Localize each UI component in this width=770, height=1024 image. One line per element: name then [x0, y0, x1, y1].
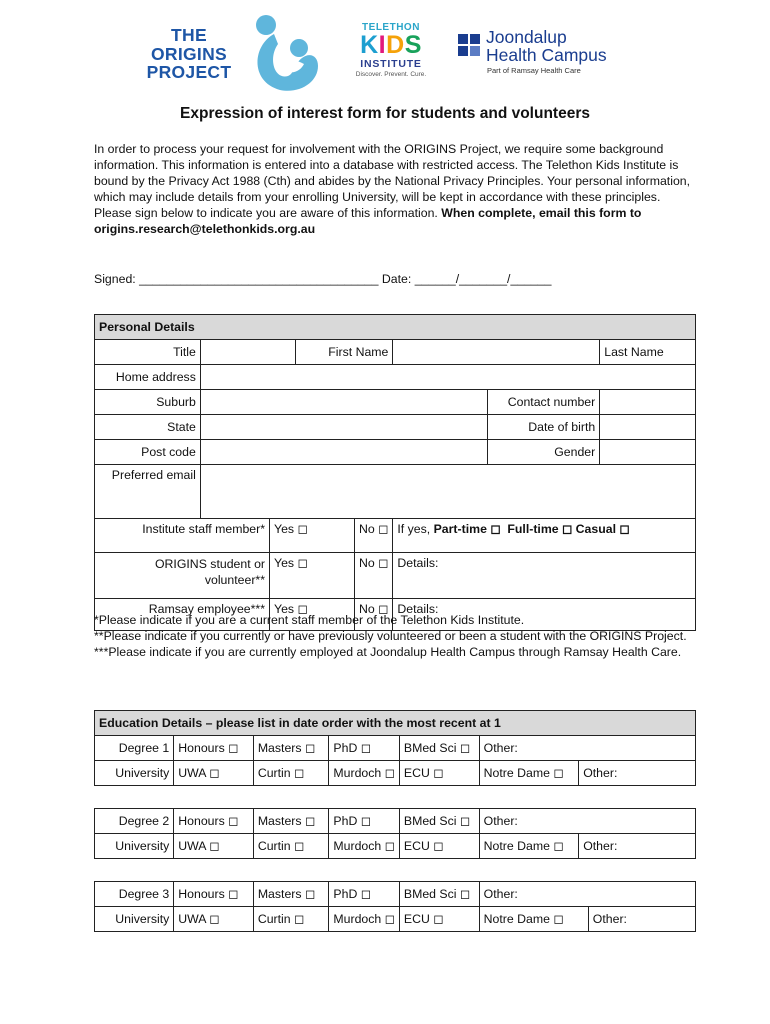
footnote-origins: **Please indicate if you currently or have previously volunteered or been a student with the ORIGINS Project.: [94, 629, 687, 644]
origins-logo-line-2: ORIGINS: [151, 43, 227, 64]
kids-letter-s: S: [404, 31, 422, 59]
other-degree-field[interactable]: Other:: [479, 882, 695, 907]
origins-student-label: ORIGINS student or volunteer**: [95, 553, 270, 599]
university-label: University: [95, 907, 174, 932]
preferred-email-field[interactable]: [200, 465, 695, 519]
casual-checkbox[interactable]: Casual ◻: [575, 522, 630, 536]
origins-project-logo-text: [140, 26, 238, 82]
intro-text: In order to process your request for involvement with the ORIGINS Project, we require some background information. This information is entered into a database with restricted access. The Telethon Kids Institute is bound by the Privacy Act 1988 (Cth) and abides by the National Privacy Principles. Your personal information, which may include details from your enrolling University, will be kept in accordance with these principles. Please sign below to indicate you are aware of this information.: [94, 142, 691, 221]
education-table-1: [94, 710, 696, 786]
telethon-tagline: Discover. Prevent. Cure.: [355, 71, 427, 78]
suburb-label: Suburb: [95, 390, 201, 415]
staff-member-label: Institute staff member*: [95, 519, 270, 553]
joondalup-squares-icon: [458, 34, 480, 56]
state-field[interactable]: [200, 415, 488, 440]
if-yes-label: If yes,: [397, 522, 434, 536]
university-label: University: [95, 834, 174, 859]
origins-logo-line-1: THE: [171, 25, 207, 45]
first-name-label: First Name: [295, 340, 393, 365]
footnote-ramsay: ***Please indicate if you are currently employed at Joondalup Health Campus through Ramsay Health Care.: [94, 645, 682, 660]
origins-mother-child-icon: [244, 12, 326, 94]
masters-checkbox[interactable]: Masters ◻: [253, 736, 329, 761]
page-title: Expression of interest form for students and volunteers: [180, 105, 590, 122]
intro-email-instruction: When complete, email this form to origins.research@telethonkids.org.au: [94, 206, 642, 237]
curtin-checkbox[interactable]: Curtin ◻: [253, 761, 329, 786]
footnotes: [94, 612, 694, 661]
ecu-checkbox[interactable]: ECU ◻: [399, 761, 479, 786]
kids-letter-i: I: [378, 31, 387, 59]
bmedsci-checkbox[interactable]: BMed Sci ◻: [399, 809, 479, 834]
other-degree-field[interactable]: Other:: [479, 809, 695, 834]
university-label: University: [95, 761, 174, 786]
uwa-checkbox[interactable]: UWA ◻: [174, 761, 254, 786]
title-field[interactable]: [200, 340, 295, 365]
kids-wordmark: [350, 33, 432, 58]
curtin-checkbox[interactable]: Curtin ◻: [253, 834, 329, 859]
uwa-checkbox[interactable]: UWA ◻: [174, 907, 254, 932]
signature-line[interactable]: Signed: ___________________________________ Date: ______/_______/______: [94, 272, 552, 286]
ramsay-details-field[interactable]: Details:: [393, 599, 696, 631]
other-university-field[interactable]: Other:: [579, 834, 696, 859]
ramsay-no-checkbox[interactable]: No ◻: [355, 599, 393, 631]
joondalup-line-1: Joondalup: [486, 27, 567, 47]
last-name-cell[interactable]: [600, 340, 696, 365]
murdoch-checkbox[interactable]: Murdoch ◻: [329, 834, 399, 859]
intro-paragraph: [94, 141, 694, 238]
ecu-checkbox[interactable]: ECU ◻: [399, 907, 479, 932]
murdoch-checkbox[interactable]: Murdoch ◻: [329, 907, 399, 932]
uwa-checkbox[interactable]: UWA ◻: [174, 834, 254, 859]
ramsay-yes-checkbox[interactable]: Yes ◻: [270, 599, 355, 631]
bmedsci-checkbox[interactable]: BMed Sci ◻: [399, 736, 479, 761]
masters-checkbox[interactable]: Masters ◻: [253, 809, 329, 834]
state-label: State: [95, 415, 201, 440]
education-table-2: [94, 808, 696, 859]
staff-no-checkbox[interactable]: No ◻: [355, 519, 393, 553]
kids-letter-k: K: [360, 31, 379, 59]
degree-label: Degree 3: [95, 882, 174, 907]
date-of-birth-label: Date of birth: [488, 415, 600, 440]
murdoch-checkbox[interactable]: Murdoch ◻: [329, 761, 399, 786]
part-time-checkbox[interactable]: Part-time ◻: [433, 522, 501, 536]
degree-label: Degree 2: [95, 809, 174, 834]
preferred-email-label: Preferred email: [95, 465, 201, 519]
other-degree-field[interactable]: Other:: [479, 736, 695, 761]
honours-checkbox[interactable]: Honours ◻: [174, 736, 254, 761]
education-details-header: Education Details – please list in date order with the most recent at 1: [95, 711, 696, 736]
telethon-label: TELETHON: [362, 22, 420, 33]
kids-letter-d: D: [386, 31, 405, 59]
phd-checkbox[interactable]: PhD ◻: [329, 736, 399, 761]
suburb-field[interactable]: [200, 390, 488, 415]
telethon-kids-logo: [350, 22, 432, 79]
degree-label: Degree 1: [95, 736, 174, 761]
gender-field[interactable]: [600, 440, 696, 465]
title-label: Title: [95, 340, 201, 365]
post-code-label: Post code: [95, 440, 201, 465]
last-name-label: Last Name: [604, 345, 664, 359]
joondalup-line-2: Health Campus: [486, 45, 607, 65]
masters-checkbox[interactable]: Masters ◻: [253, 882, 329, 907]
ecu-checkbox[interactable]: ECU ◻: [399, 834, 479, 859]
notre-dame-checkbox[interactable]: Notre Dame ◻: [479, 761, 579, 786]
other-university-field[interactable]: Other:: [579, 761, 696, 786]
contact-number-label: Contact number: [488, 390, 600, 415]
staff-employment-type: [393, 519, 696, 553]
origins-no-checkbox[interactable]: No ◻: [355, 553, 393, 599]
personal-details-header: Personal Details: [95, 315, 696, 340]
curtin-checkbox[interactable]: Curtin ◻: [253, 907, 329, 932]
notre-dame-checkbox[interactable]: Notre Dame ◻: [479, 907, 588, 932]
date-of-birth-field[interactable]: [600, 415, 696, 440]
first-name-field[interactable]: [393, 340, 600, 365]
full-time-checkbox[interactable]: Full-time ◻: [507, 522, 573, 536]
ramsay-employee-label: Ramsay employee***: [95, 599, 270, 631]
phd-checkbox[interactable]: PhD ◻: [329, 809, 399, 834]
contact-number-field[interactable]: [600, 390, 696, 415]
honours-checkbox[interactable]: Honours ◻: [174, 882, 254, 907]
origins-details-field[interactable]: Details:: [393, 553, 696, 599]
joondalup-logo-text: [486, 28, 607, 64]
origins-yes-checkbox[interactable]: Yes ◻: [270, 553, 355, 599]
staff-yes-checkbox[interactable]: Yes ◻: [270, 519, 355, 553]
gender-label: Gender: [488, 440, 600, 465]
post-code-field[interactable]: [200, 440, 488, 465]
joondalup-subtitle: Part of Ramsay Health Care: [487, 66, 581, 75]
bmedsci-checkbox[interactable]: BMed Sci ◻: [399, 882, 479, 907]
personal-details-table: [94, 314, 696, 631]
footnote-staff: *Please indicate if you are a current staff member of the Telethon Kids Institute.: [94, 613, 525, 627]
honours-checkbox[interactable]: Honours ◻: [174, 809, 254, 834]
home-address-label: Home address: [95, 365, 201, 390]
education-table-3: [94, 881, 696, 932]
home-address-field[interactable]: [200, 365, 695, 390]
institute-label: INSTITUTE: [360, 58, 422, 70]
phd-checkbox[interactable]: PhD ◻: [329, 882, 399, 907]
other-university-field[interactable]: Other:: [588, 907, 695, 932]
origins-logo-line-3: PROJECT: [146, 62, 232, 82]
notre-dame-checkbox[interactable]: Notre Dame ◻: [479, 834, 579, 859]
